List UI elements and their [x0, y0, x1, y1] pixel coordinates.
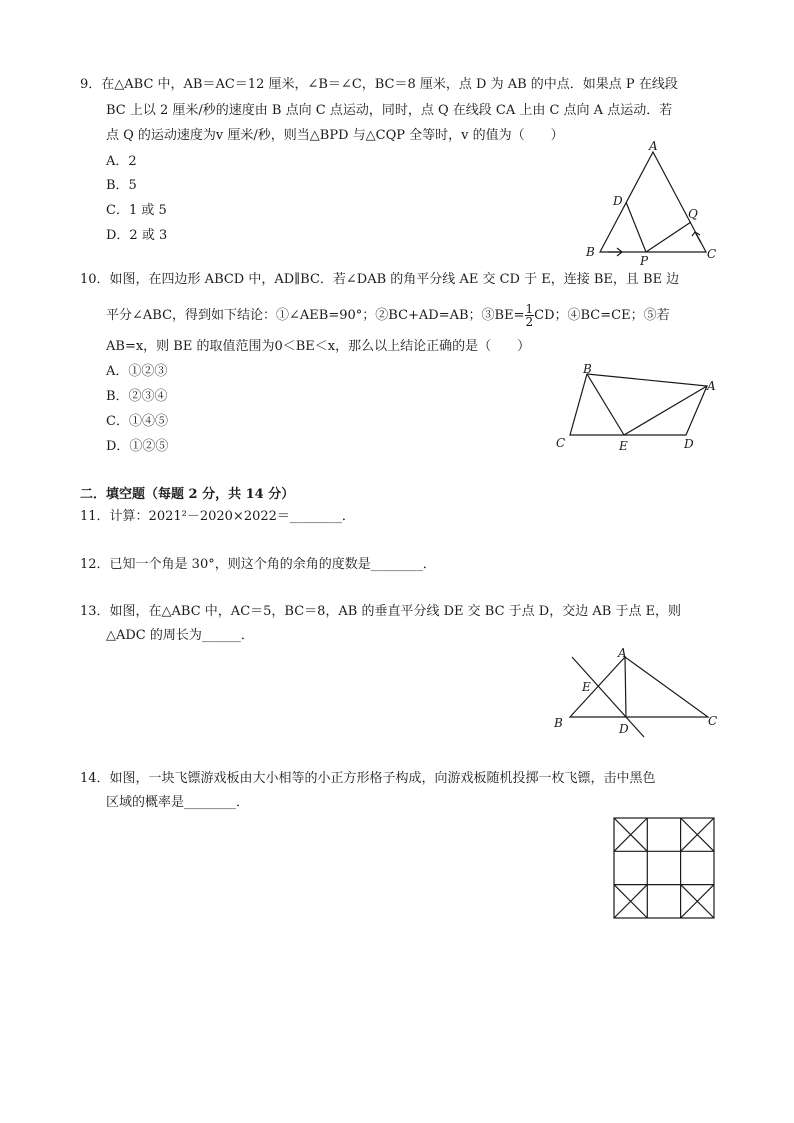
- q9-line-1: 9．在△ABC 中，AB＝AC＝12 厘米，∠B＝∠C，BC＝8 厘米，点 D 为 AB 的中点．如果点 P 在线段: [80, 77, 678, 92]
- q10-label-a: A: [707, 379, 716, 393]
- q10-label-b: B: [583, 362, 592, 376]
- q9-line-2: BC 上以 2 厘米/秒的速度由 B 点向 C 点运动，同时，点 Q 在线段 CA 上由 C 点向 A 点运动．若: [106, 103, 673, 118]
- q9-line-3: 点 Q 的运动速度为v 厘米/秒，则当△BPD 与△CQP 全等时，v 的值为（ ）: [106, 128, 564, 143]
- q10-line-3: AB=x，则 BE 的取值范围为0＜BE＜x，那么以上结论正确的是（ ）: [106, 339, 531, 354]
- q9-label-d: D: [613, 194, 623, 208]
- q13-line-1: 13．如图，在△ABC 中，AC＝5，BC＝8，AB 的垂直平分线 DE 交 BC 于点 D，交边 AB 于点 E，则: [80, 604, 682, 619]
- q10-quadrilateral-figure: [550, 362, 730, 457]
- q10-line-1: 10．如图，在四边形 ABCD 中，AD∥BC．若∠DAB 的角平分线 AE 交 CD 于 E，连接 BE，且 BE 边: [80, 272, 680, 287]
- q10-label-c: C: [556, 436, 566, 450]
- q13-label-a: A: [618, 646, 627, 660]
- q10-line-2a: 平分∠ABC，得到如下结论：①∠AEB=90°；②BC+AD=AB；③BE=: [106, 308, 525, 323]
- q10-label-e: E: [619, 439, 628, 453]
- q13-triangle-figure: [550, 645, 725, 740]
- q10-line-2b: CD；④BC=CE；⑤若: [534, 308, 670, 323]
- q9-label-c: C: [707, 247, 717, 261]
- q9-option-d[interactable]: D．2 或 3: [106, 228, 168, 243]
- q10-option-b[interactable]: B．②③④: [106, 389, 168, 404]
- q10-fraction-numerator: 1: [525, 302, 534, 316]
- q14-line-1: 14．如图，一块飞镖游戏板由大小相等的小正方形格子构成，向游戏板随机投掷一枚飞镖，击中黑色: [80, 771, 656, 786]
- q9-label-p: P: [640, 254, 649, 265]
- q10-line-2: [106, 302, 670, 330]
- q10-label-d: D: [684, 437, 694, 451]
- q10-option-a[interactable]: A．①②③: [106, 364, 168, 379]
- q10-option-d[interactable]: D．①②⑤: [106, 439, 169, 454]
- q9-label-b: B: [586, 245, 595, 259]
- q10-fraction-denominator: 2: [525, 315, 534, 329]
- q13-label-c: C: [708, 714, 718, 728]
- q13-label-e: E: [582, 680, 591, 694]
- q10-option-c[interactable]: C．①④⑤: [106, 414, 168, 429]
- q9-option-c[interactable]: C．1 或 5: [106, 203, 167, 218]
- q9-triangle-figure: [580, 140, 730, 265]
- q14-line-2: 区域的概率是________．: [106, 795, 250, 810]
- q14-dart-board-figure: [612, 816, 716, 920]
- q13-line-2: △ADC 的周长为______．: [106, 628, 254, 643]
- q9-label-a: A: [649, 140, 658, 153]
- q12-text: 12．已知一个角是 30°，则这个角的余角的度数是________．: [80, 557, 436, 572]
- q13-label-b: B: [554, 716, 563, 730]
- q13-label-d: D: [619, 722, 629, 736]
- q9-option-b[interactable]: B．5: [106, 178, 137, 193]
- q10-fraction: [525, 303, 535, 328]
- q11-text: 11．计算：2021²－2020×2022＝________．: [80, 509, 355, 524]
- section-fill-in-heading: 二．填空题（每题 2 分，共 14 分）: [80, 487, 295, 502]
- q9-label-q: Q: [688, 207, 698, 221]
- q9-option-a[interactable]: A．2: [106, 154, 137, 169]
